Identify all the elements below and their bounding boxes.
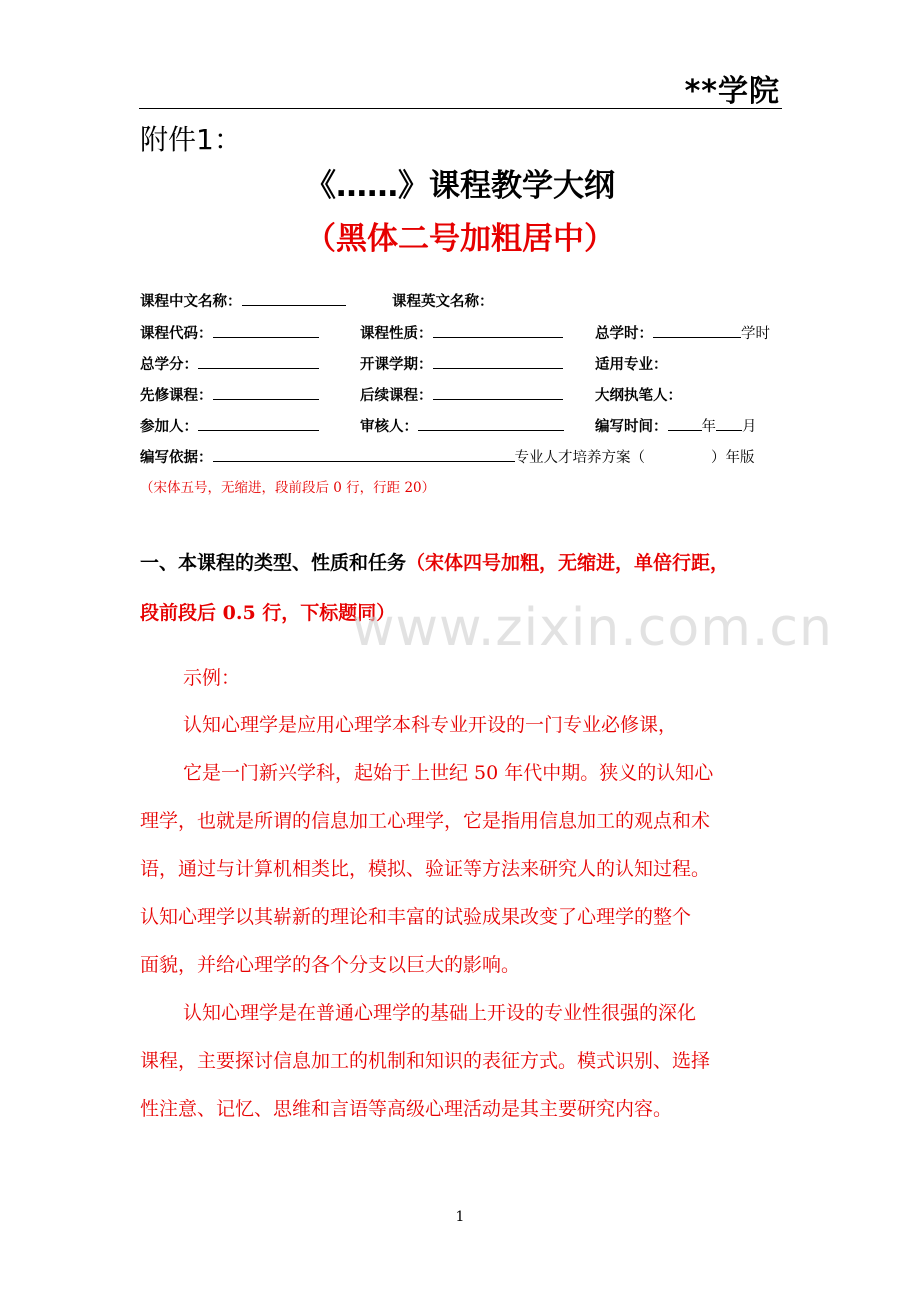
total-hours-label: 总学时： [595, 326, 653, 342]
paragraph-2-line: 认知心理学以其崭新的理论和丰富的试验成果改变了心理学的整个 [140, 906, 692, 928]
field-total-hours [595, 322, 770, 343]
hours-unit: 学时 [741, 326, 770, 342]
course-nature-blank[interactable] [433, 322, 563, 338]
total-credits-blank[interactable] [198, 353, 319, 369]
month-blank[interactable] [716, 415, 742, 431]
paragraph-1: 认知心理学是应用心理学本科专业开设的一门专业必修课， [183, 714, 678, 736]
year-label: 年 [701, 419, 716, 435]
field-total-credits [140, 353, 319, 374]
attachment-label: 附件1： [140, 123, 242, 156]
section-1-heading [140, 548, 729, 575]
course-en-name-label: 课程英文名称： [392, 294, 494, 310]
semester-label: 开课学期： [360, 357, 433, 373]
course-code-label: 课程代码： [140, 326, 213, 342]
basis-version: ）年版 [711, 450, 755, 466]
course-code-blank[interactable] [213, 322, 319, 338]
field-follow-up [360, 384, 563, 405]
year-blank[interactable] [668, 415, 702, 431]
major-label: 适用专业： [595, 357, 668, 373]
paragraph-3-line: 性注意、记忆、思维和言语等高级心理活动是其主要研究内容。 [140, 1098, 673, 1120]
total-hours-blank[interactable] [653, 322, 741, 338]
field-write-time [595, 415, 757, 436]
field-participants [140, 415, 319, 436]
basis-blank[interactable] [213, 446, 515, 462]
course-cn-name-blank[interactable] [242, 290, 346, 306]
basis-label: 编写依据： [140, 450, 213, 466]
paragraph-3-line: 认知心理学是在普通心理学的基础上开设的专业性很强的深化 [183, 1002, 697, 1024]
field-course-code [140, 322, 319, 343]
field-course-en-name [392, 290, 494, 311]
watermark: www.zixin.com.cn [352, 598, 833, 658]
author-label: 大纲执笔人： [595, 388, 682, 404]
course-nature-label: 课程性质： [360, 326, 433, 342]
page-number: 1 [455, 1209, 465, 1225]
month-label: 月 [742, 419, 757, 435]
field-course-cn-name [140, 290, 346, 311]
field-semester [360, 353, 563, 374]
field-course-nature [360, 322, 563, 343]
participants-blank[interactable] [198, 415, 319, 431]
prerequisite-label: 先修课程： [140, 388, 213, 404]
section-1-title: 一、本课程的类型、性质和任务 [140, 552, 407, 574]
field-major [595, 353, 668, 374]
prerequisite-blank[interactable] [213, 384, 319, 400]
field-basis [140, 446, 755, 467]
total-credits-label: 总学分： [140, 357, 198, 373]
section-1-format-note: （宋体四号加粗，无缩进，单倍行距， [406, 552, 730, 574]
field-reviewer [360, 415, 564, 436]
paragraph-2-line: 理学，也就是所谓的信息加工心理学，它是指用信息加工的观点和术 [140, 810, 711, 832]
paragraph-2-line: 面貌，并给心理学的各个分支以巨大的影响。 [140, 954, 521, 976]
reviewer-blank[interactable] [418, 415, 564, 431]
reviewer-label: 审核人： [360, 419, 418, 435]
follow-up-blank[interactable] [433, 384, 563, 400]
title-format-note: （黑体二号加粗居中） [305, 221, 615, 257]
paragraph-3-line: 课程，主要探讨信息加工的机制和知识的表征方式。模式识别、选择 [140, 1050, 711, 1072]
semester-blank[interactable] [433, 353, 563, 369]
form-format-note: （宋体五号，无缩进，段前段后 0 行，行距 20） [140, 480, 436, 496]
header-rule [139, 108, 782, 109]
section-1-format-note-line2: 段前段后 0.5 行，下标题同） [140, 602, 396, 624]
course-cn-name-label: 课程中文名称： [140, 294, 242, 310]
example-label: 示例： [183, 667, 241, 689]
follow-up-label: 后续课程： [360, 388, 433, 404]
field-prerequisite [140, 384, 319, 405]
basis-tail: 专业人才培养方案（ [514, 450, 645, 466]
participants-label: 参加人： [140, 419, 198, 435]
field-author [595, 384, 682, 405]
paragraph-2-line: 它是一门新兴学科，起始于上世纪 50 年代中期。狭义的认知心 [183, 762, 714, 784]
write-time-label: 编写时间： [595, 419, 668, 435]
document-title: 《……》课程教学大纲 [305, 168, 615, 204]
school-name: **学院 [684, 74, 780, 109]
paragraph-2-line: 语，通过与计算机相类比，模拟、验证等方法来研究人的认知过程。 [140, 858, 711, 880]
